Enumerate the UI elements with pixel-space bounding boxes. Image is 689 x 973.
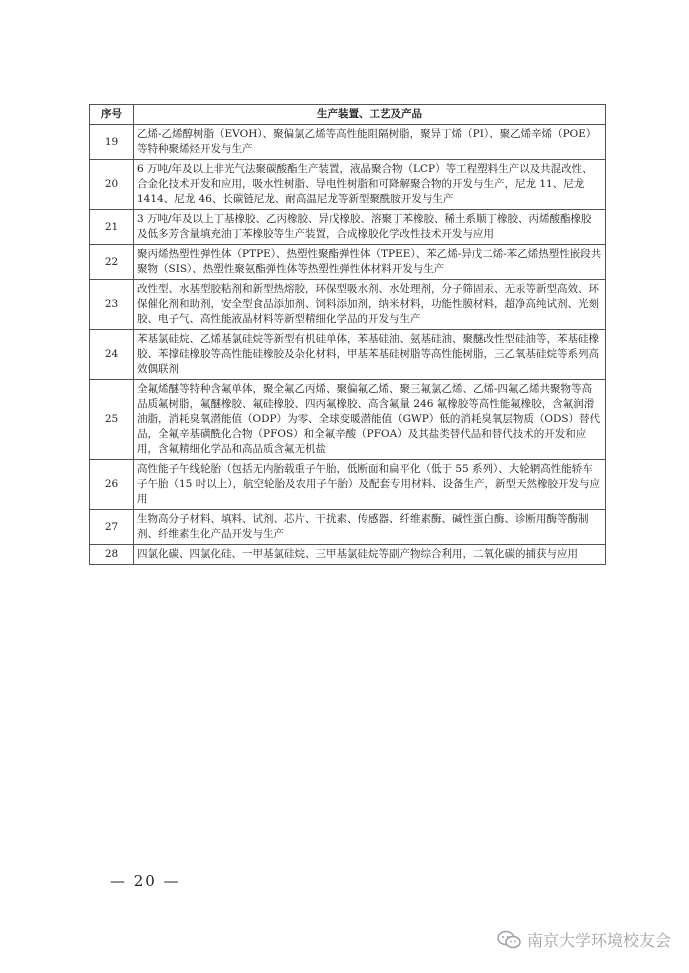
row-content: 生物高分子材料、填料、试剂、芯片、干扰素、传感器、纤维素酶、碱性蛋白酶、诊断用酶等酶制剂、纤维素生化产品开发与生产	[134, 510, 606, 545]
row-content: 高性能子午线轮胎（包括无内胎载重子午胎，低断面和扁平化（低于 55 系列）、大轮辋高性能轿车子午胎（15 吋以上），航空轮胎及农用子午胎）及配套专用材料、设备生产，新型天然橡胶开发与应用	[134, 460, 606, 510]
row-content: 乙烯-乙烯醇树脂（EVOH）、聚偏氯乙烯等高性能阻隔树脂，聚异丁烯（PI）、聚乙烯辛烯（POE）等特种聚烯烃开发与生产	[134, 125, 606, 160]
wechat-icon	[497, 930, 521, 950]
page-number: — 20 —	[110, 872, 181, 890]
watermark-text: 南京大学环境校友会	[526, 931, 671, 950]
table-row	[90, 510, 606, 545]
row-index: 23	[90, 280, 134, 330]
row-index: 25	[90, 380, 134, 460]
row-index: 28	[90, 545, 134, 565]
table-row	[90, 545, 606, 565]
table-row	[90, 330, 606, 380]
table-row	[90, 160, 606, 210]
row-content: 3 万吨/年及以上丁基橡胶、乙丙橡胶、异戊橡胶、溶聚丁苯橡胶、稀土系顺丁橡胶、丙烯酸酯橡胶及低多芳含量填充油丁苯橡胶等生产装置，合成橡胶化学改性技术开发与应用	[134, 210, 606, 245]
row-content: 改性型、水基型胶粘剂和新型热熔胶，环保型吸水剂、水处理剂，分子筛固汞、无汞等新型高效、环保催化剂和助剂，安全型食品添加剂、饲料添加剂，纳米材料，功能性膜材料，超净高纯试剂、光刻胶、电子气、高性能液晶材料等新型精细化学品的开发与生产	[134, 280, 606, 330]
row-index: 27	[90, 510, 134, 545]
row-content: 聚丙烯热塑性弹性体（PTPE）、热塑性聚酯弹性体（TPEE）、苯乙烯-异戊二烯-苯乙烯热塑性嵌段共聚物（SIS）、热塑性聚氨酯弹性体等热塑性弹性体材料开发与生产	[134, 245, 606, 280]
row-index: 26	[90, 460, 134, 510]
row-index: 22	[90, 245, 134, 280]
row-index: 20	[90, 160, 134, 210]
row-index: 21	[90, 210, 134, 245]
header-content: 生产装置、工艺及产品	[134, 105, 606, 125]
table-row	[90, 460, 606, 510]
row-content: 四氯化碳、四氯化硅、一甲基氯硅烷、三甲基氯硅烷等副产物综合利用，二氧化碳的捕获与应用	[134, 545, 606, 565]
row-index: 24	[90, 330, 134, 380]
row-content: 全氟烯醚等特种含氟单体，聚全氟乙丙烯、聚偏氟乙烯、聚三氟氯乙烯、乙烯-四氟乙烯共聚物等高品质氟树脂，氟醚橡胶、氟硅橡胶、四丙氟橡胶、高含氟量 246 氟橡胶等高性能氟橡胶，含氟润滑油脂，消耗臭氧潜能值（ODP）为零、全球变暖潜能值（GWP）低的消耗臭氧层物质（ODS）替代品，全氟辛基磺酰化合物（PFOS）和全氟辛酸（PFOA）及其盐类替代品和替代技术的开发和应用，含氟精细化学品和高品质含氟无机盐	[134, 380, 606, 460]
header-index: 序号	[90, 105, 134, 125]
row-index: 19	[90, 125, 134, 160]
table-row	[90, 210, 606, 245]
watermark	[497, 928, 671, 951]
product-table	[89, 104, 606, 565]
table-header-row	[90, 105, 606, 125]
table-row	[90, 280, 606, 330]
row-content: 苯基氯硅烷、乙烯基氯硅烷等新型有机硅单体，苯基硅油、氨基硅油、聚醚改性型硅油等，苯基硅橡胶、苯撑硅橡胶等高性能硅橡胶及杂化材料，甲基苯基硅树脂等高性能树脂，三乙氧基硅烷等系列高效偶联剂	[134, 330, 606, 380]
table-row	[90, 125, 606, 160]
table-row	[90, 380, 606, 460]
table-row	[90, 245, 606, 280]
row-content: 6 万吨/年及以上非光气法聚碳酸酯生产装置，液晶聚合物（LCP）等工程塑料生产以及共混改性、合金化技术开发和应用，吸水性树脂、导电性树脂和可降解聚合物的开发与生产，尼龙 11、尼龙 1414、尼龙 46、长碳链尼龙、耐高温尼龙等新型聚酰胺开发与生产	[134, 160, 606, 210]
